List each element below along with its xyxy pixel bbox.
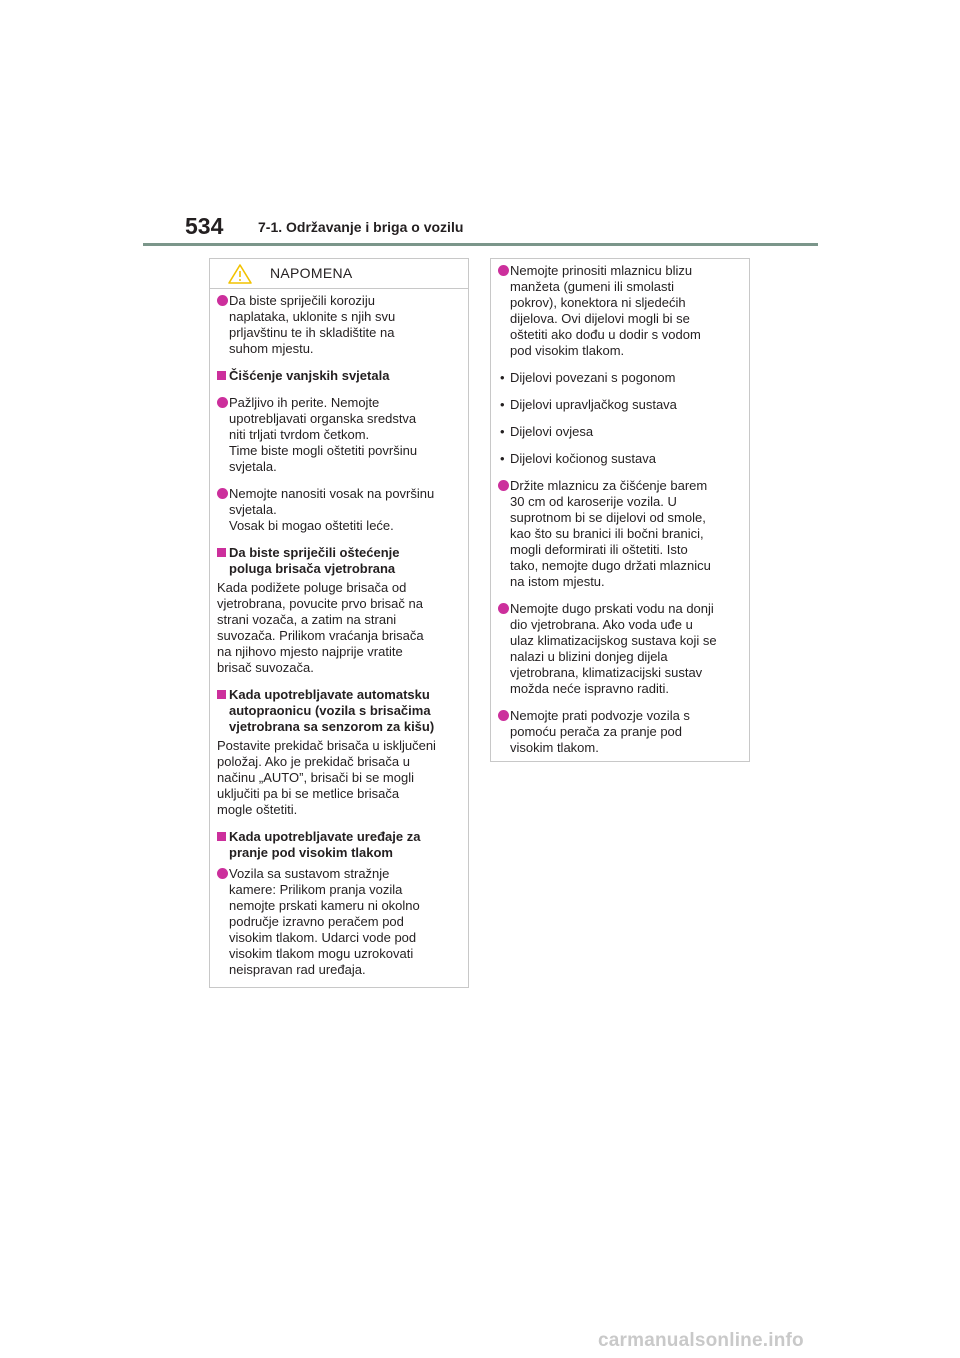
heading-line: Čišćenje vanjskih svjetala	[229, 368, 390, 383]
section-heading	[217, 368, 461, 384]
text-line: strani vozača, a zatim na strani	[217, 612, 397, 627]
section-heading	[217, 687, 461, 735]
text-line: područje izravno peračem pod	[229, 914, 404, 929]
bullet-dot-icon	[498, 480, 509, 491]
bullet-dot-icon	[498, 265, 509, 276]
text-line: pomoću perača za pranje pod	[510, 724, 683, 739]
text-line: možda neće ispravno raditi.	[510, 681, 669, 696]
text-line: položaj. Ako je prekidač brisača u	[217, 754, 410, 769]
text-line: Da biste spriječili koroziju	[229, 293, 375, 308]
text-line: nemojte prskati kameru ni okolno	[229, 898, 420, 913]
text-line: niti trljati tvrdom četkom.	[229, 427, 370, 442]
text-line: mogli deformirati ili oštetiti. Isto	[510, 542, 688, 557]
text-line: Dijelovi upravljačkog sustava	[510, 397, 677, 412]
text-line: na njihovo mjesto najprije vratite	[217, 644, 403, 659]
text-line: Time biste mogli oštetiti površinu	[229, 443, 418, 458]
warning-triangle-icon	[227, 263, 253, 285]
text-line: svjetala.	[229, 459, 277, 474]
chapter-title: 7-1. Održavanje i briga o vozilu	[258, 219, 464, 235]
text-line: manžeta (gumeni ili smolasti	[510, 279, 675, 294]
heading-line: Kada upotrebljavate uređaje za	[229, 829, 421, 844]
text-line: dijelova. Ovi dijelovi mogli bi se	[510, 311, 690, 326]
text-line: kao što su branici ili bočni branici,	[510, 526, 704, 541]
paragraph	[217, 580, 461, 676]
notice-title: NAPOMENA	[270, 265, 353, 281]
notice-content-right	[491, 259, 749, 756]
text-line: Držite mlaznicu za čišćenje barem	[510, 478, 708, 493]
text-line: pod visokim tlakom.	[510, 343, 625, 358]
text-line: suvozača. Prilikom vraćanja brisača	[217, 628, 424, 643]
text-line: naplataka, uklonite s njih svu	[229, 309, 396, 324]
text-line: načinu „AUTO”, brisači bi se mogli	[217, 770, 414, 785]
heading-line: Da biste spriječili oštećenje	[229, 545, 400, 560]
text-line: vjetrobrana, klimatizacijski sustav	[510, 665, 703, 680]
bullet-dot-icon	[498, 710, 509, 721]
text-line: neispravan rad uređaja.	[229, 962, 366, 977]
heading-line: pranje pod visokim tlakom	[229, 845, 393, 860]
bullet-mark: •	[500, 370, 505, 385]
text-line: Dijelovi povezani s pogonom	[510, 370, 676, 385]
text-line: Vozila sa sustavom stražnje	[229, 866, 390, 881]
page-header	[0, 0, 960, 250]
text-line: Dijelovi kočionog sustava	[510, 451, 656, 466]
text-line: suprotnom bi se dijelovi od smole,	[510, 510, 706, 525]
text-line: visokim tlakom. Udarci vode pod	[229, 930, 417, 945]
heading-square-icon	[217, 548, 226, 557]
text-line: dio vjetrobrana. Ako voda uđe u	[510, 617, 693, 632]
text-line: nalazi u blizini donjeg dijela	[510, 649, 668, 664]
text-line: vjetrobrana, povucite prvo brisač na	[217, 596, 423, 611]
text-line: 30 cm od karoserije vozila. U	[510, 494, 677, 509]
text-line: Nemojte nanositi vosak na površinu	[229, 486, 435, 501]
heading-line: poluga brisača vjetrobrana	[229, 561, 396, 576]
bullet-mark: •	[500, 424, 505, 439]
bullet-mark: •	[500, 397, 505, 412]
notice-box-left	[209, 258, 469, 988]
heading-square-icon	[217, 371, 226, 380]
page-number: 534	[185, 213, 224, 239]
text-line: oštetiti ako dođu u dodir s vodom	[510, 327, 701, 342]
text-line: kamere: Prilikom pranja vozila	[229, 882, 403, 897]
sub-list-item	[498, 397, 742, 413]
text-line: visokim tlakom.	[510, 740, 599, 755]
text-line: suhom mjestu.	[229, 341, 314, 356]
text-line: Postavite prekidač brisača u isključeni	[217, 738, 436, 753]
text-line: prljavštinu te ih skladištite na	[229, 325, 395, 340]
bullet-dot-icon	[217, 868, 228, 879]
heading-line: Kada upotrebljavate automatsku	[229, 687, 430, 702]
text-line: ulaz klimatizacijskog sustava koji se	[510, 633, 717, 648]
list-item	[217, 395, 461, 475]
heading-square-icon	[217, 832, 226, 841]
bullet-dot-icon	[498, 603, 509, 614]
text-line: mogle oštetiti.	[217, 802, 298, 817]
header-rule	[143, 243, 818, 246]
list-item	[217, 293, 461, 357]
list-item	[498, 478, 742, 590]
text-line: Nemojte dugo prskati vodu na donji	[510, 601, 714, 616]
section-heading	[217, 829, 461, 861]
heading-square-icon	[217, 690, 226, 699]
text-line: upotrebljavati organska sredstva	[229, 411, 417, 426]
text-line: Dijelovi ovjesa	[510, 424, 594, 439]
text-line: pokrov), konektora ni sljedećih	[510, 295, 686, 310]
notice-box-header	[210, 259, 468, 289]
text-line: Pažljivo ih perite. Nemojte	[229, 395, 380, 410]
sub-list-item	[498, 451, 742, 467]
text-line: tako, nemojte dugo držati mlaznicu	[510, 558, 711, 573]
sub-list-item	[498, 424, 742, 440]
list-item	[498, 601, 742, 697]
bullet-dot-icon	[217, 397, 228, 408]
notice-content-left	[210, 289, 468, 978]
text-line: Vosak bi mogao oštetiti leće.	[229, 518, 394, 533]
text-line: Nemojte prati podvozje vozila s	[510, 708, 690, 723]
text-line: uključiti pa bi se metlice brisača	[217, 786, 400, 801]
paragraph	[217, 738, 461, 818]
list-item	[498, 263, 742, 359]
text-line: Nemojte prinositi mlaznicu blizu	[510, 263, 693, 278]
text-line: svjetala.	[229, 502, 277, 517]
section-heading	[217, 545, 461, 577]
list-item	[217, 866, 461, 978]
list-item	[217, 486, 461, 534]
text-line: na istom mjestu.	[510, 574, 605, 589]
heading-line: autopraonicu (vozila s brisačima	[229, 703, 431, 718]
text-line: brisač suvozača.	[217, 660, 314, 675]
sub-list-item	[498, 370, 742, 386]
text-line: Kada podižete poluge brisača od	[217, 580, 407, 595]
list-item	[498, 708, 742, 756]
bullet-dot-icon	[217, 488, 228, 499]
bullet-mark: •	[500, 451, 505, 466]
text-line: visokim tlakom mogu uzrokovati	[229, 946, 414, 961]
watermark: carmanualsonline.info	[598, 1330, 804, 1351]
notice-box-right	[490, 258, 750, 762]
bullet-dot-icon	[217, 295, 228, 306]
heading-line: vjetrobrana sa senzorom za kišu)	[229, 719, 435, 734]
